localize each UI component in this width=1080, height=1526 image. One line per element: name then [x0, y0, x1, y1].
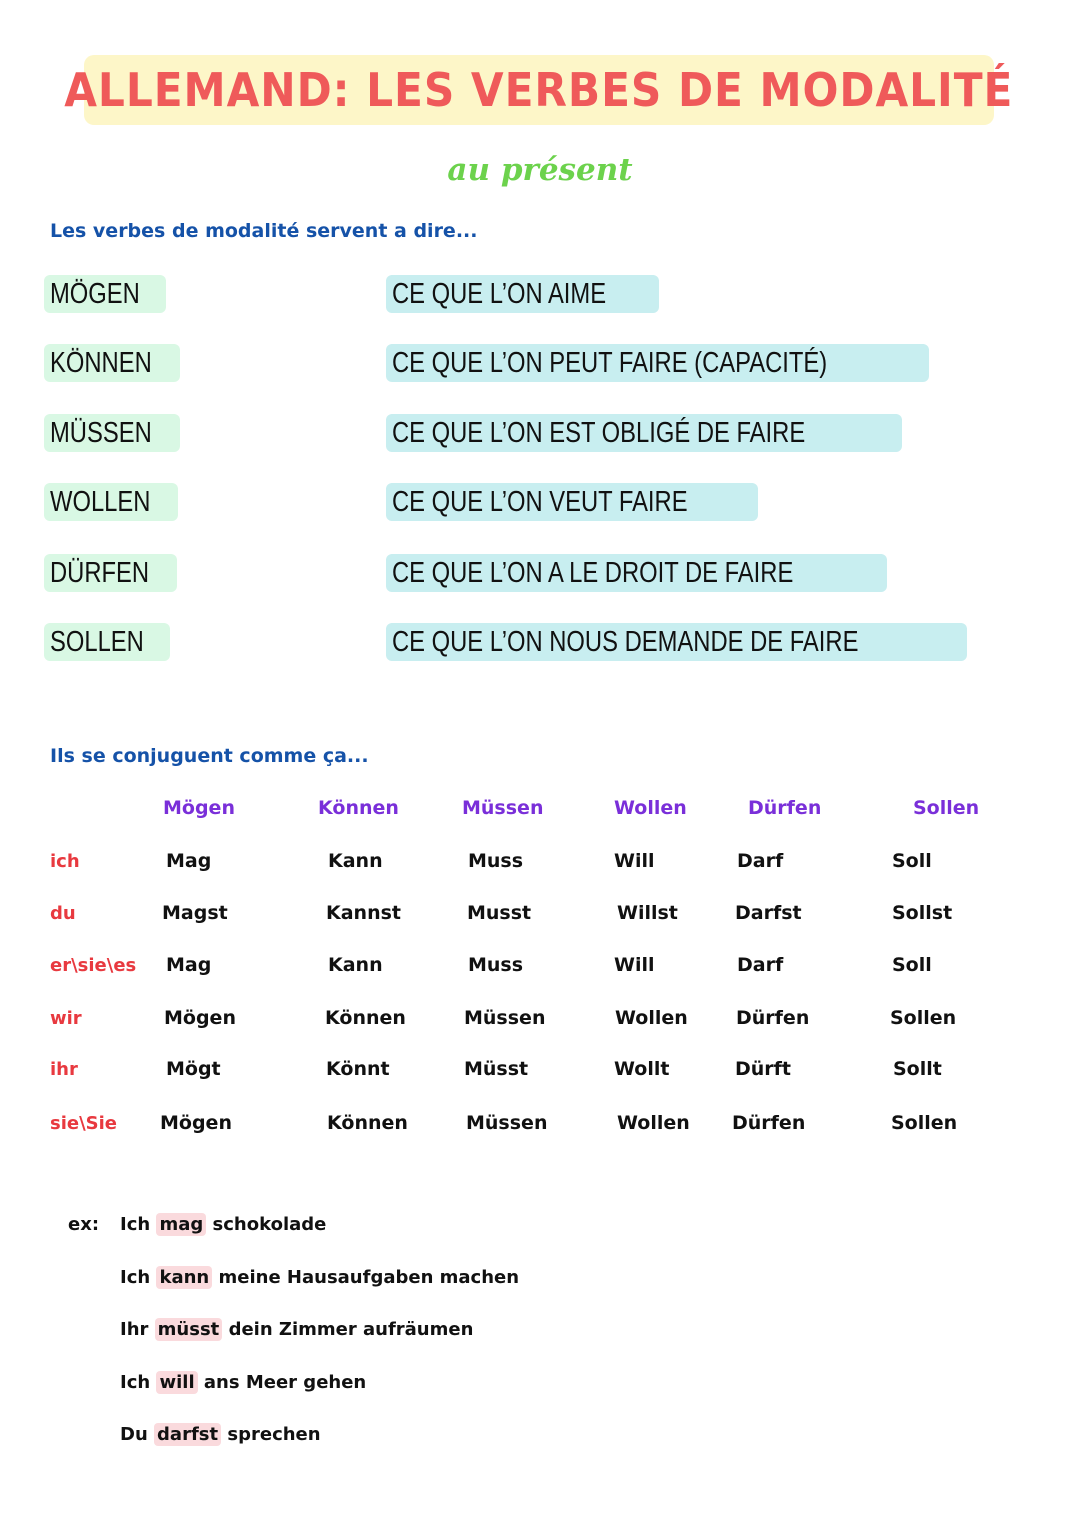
table-cell: Darf	[737, 954, 784, 976]
table-cell: Kann	[328, 954, 383, 976]
page-title: ALLEMAND: LES VERBES DE MODALITÉ	[64, 63, 1014, 117]
example-sentence: Ich kann meine Hausaufgaben machen	[120, 1267, 520, 1288]
table-cell: Dürft	[735, 1058, 792, 1080]
table-cell: Mögt	[166, 1058, 221, 1080]
verb-name: MÖGEN	[44, 275, 166, 313]
verb-meaning: CE QUE L’ON AIME	[386, 275, 659, 313]
table-cell: Magst	[162, 902, 228, 924]
table-cell: Musst	[467, 902, 532, 924]
table-cell: Wollen	[617, 1112, 690, 1134]
intro-meaning: Les verbes de modalité servent a dire...	[50, 220, 478, 242]
table-cell: Könnt	[326, 1058, 390, 1080]
table-cell: Müssen	[466, 1112, 548, 1134]
table-cell: Will	[614, 954, 655, 976]
examples-label: ex:	[68, 1214, 100, 1235]
table-cell: Muss	[468, 954, 524, 976]
page-subtitle: au présent	[447, 152, 633, 188]
table-cell: Willst	[617, 902, 678, 924]
modal-verb-highlight: will	[156, 1371, 197, 1394]
table-cell: Sollst	[892, 902, 953, 924]
modal-verb-highlight: darfst	[154, 1423, 221, 1446]
table-cell: Muss	[468, 850, 524, 872]
verb-meaning: CE QUE L’ON PEUT FAIRE (CAPACITÉ)	[386, 344, 929, 382]
table-cell: Wollen	[615, 1007, 688, 1029]
table-cell: Mag	[166, 954, 212, 976]
column-header: Sollen	[913, 797, 980, 819]
table-cell: Mögen	[164, 1007, 236, 1029]
column-header: Können	[318, 797, 399, 819]
intro-conjugation: Ils se conjuguent comme ça...	[50, 745, 369, 767]
verb-name: KÖNNEN	[44, 344, 180, 382]
example-sentence: Ich mag schokolade	[120, 1214, 327, 1235]
table-cell: Mögen	[160, 1112, 232, 1134]
column-header: Mögen	[163, 797, 235, 819]
pronoun: wir	[50, 1008, 82, 1029]
verb-name: SOLLEN	[44, 623, 170, 661]
table-cell: Dürfen	[736, 1007, 810, 1029]
table-cell: Kannst	[326, 902, 401, 924]
example-sentence: Du darfst sprechen	[120, 1424, 321, 1445]
verb-meaning: CE QUE L’ON NOUS DEMANDE DE FAIRE	[386, 623, 967, 661]
example-sentence: Ihr müsst dein Zimmer aufräumen	[120, 1319, 474, 1340]
verb-name: DÜRFEN	[44, 554, 177, 592]
verb-meaning: CE QUE L’ON EST OBLIGÉ DE FAIRE	[386, 414, 902, 452]
table-cell: Sollen	[890, 1007, 957, 1029]
table-cell: Dürfen	[732, 1112, 806, 1134]
pronoun: sie\Sie	[50, 1113, 118, 1134]
table-cell: Sollen	[891, 1112, 958, 1134]
table-cell: Müssen	[464, 1007, 546, 1029]
pronoun: er\sie\es	[50, 955, 137, 976]
table-cell: Sollt	[893, 1058, 942, 1080]
verb-name: MÜSSEN	[44, 414, 180, 452]
column-header: Müssen	[462, 797, 544, 819]
modal-verb-highlight: kann	[156, 1266, 212, 1289]
column-header: Dürfen	[748, 797, 822, 819]
verb-name: WOLLEN	[44, 483, 178, 521]
table-cell: Wollt	[614, 1058, 670, 1080]
column-header: Wollen	[614, 797, 687, 819]
table-cell: Kann	[328, 850, 383, 872]
title-banner	[64, 55, 1014, 125]
table-cell: Will	[614, 850, 655, 872]
table-cell: Müsst	[464, 1058, 529, 1080]
table-cell: Soll	[892, 850, 932, 872]
pronoun: du	[50, 903, 76, 924]
table-cell: Können	[325, 1007, 406, 1029]
pronoun: ich	[50, 851, 80, 872]
modal-verb-highlight: mag	[156, 1213, 206, 1236]
table-cell: Soll	[892, 954, 932, 976]
verb-meaning: CE QUE L’ON VEUT FAIRE	[386, 483, 758, 521]
pronoun: ihr	[50, 1059, 78, 1080]
verb-meaning: CE QUE L’ON A LE DROIT DE FAIRE	[386, 554, 887, 592]
table-cell: Können	[327, 1112, 408, 1134]
example-sentence: Ich will ans Meer gehen	[120, 1372, 367, 1393]
modal-verb-highlight: müsst	[155, 1318, 223, 1341]
table-cell: Darfst	[735, 902, 802, 924]
table-cell: Darf	[737, 850, 784, 872]
table-cell: Mag	[166, 850, 212, 872]
